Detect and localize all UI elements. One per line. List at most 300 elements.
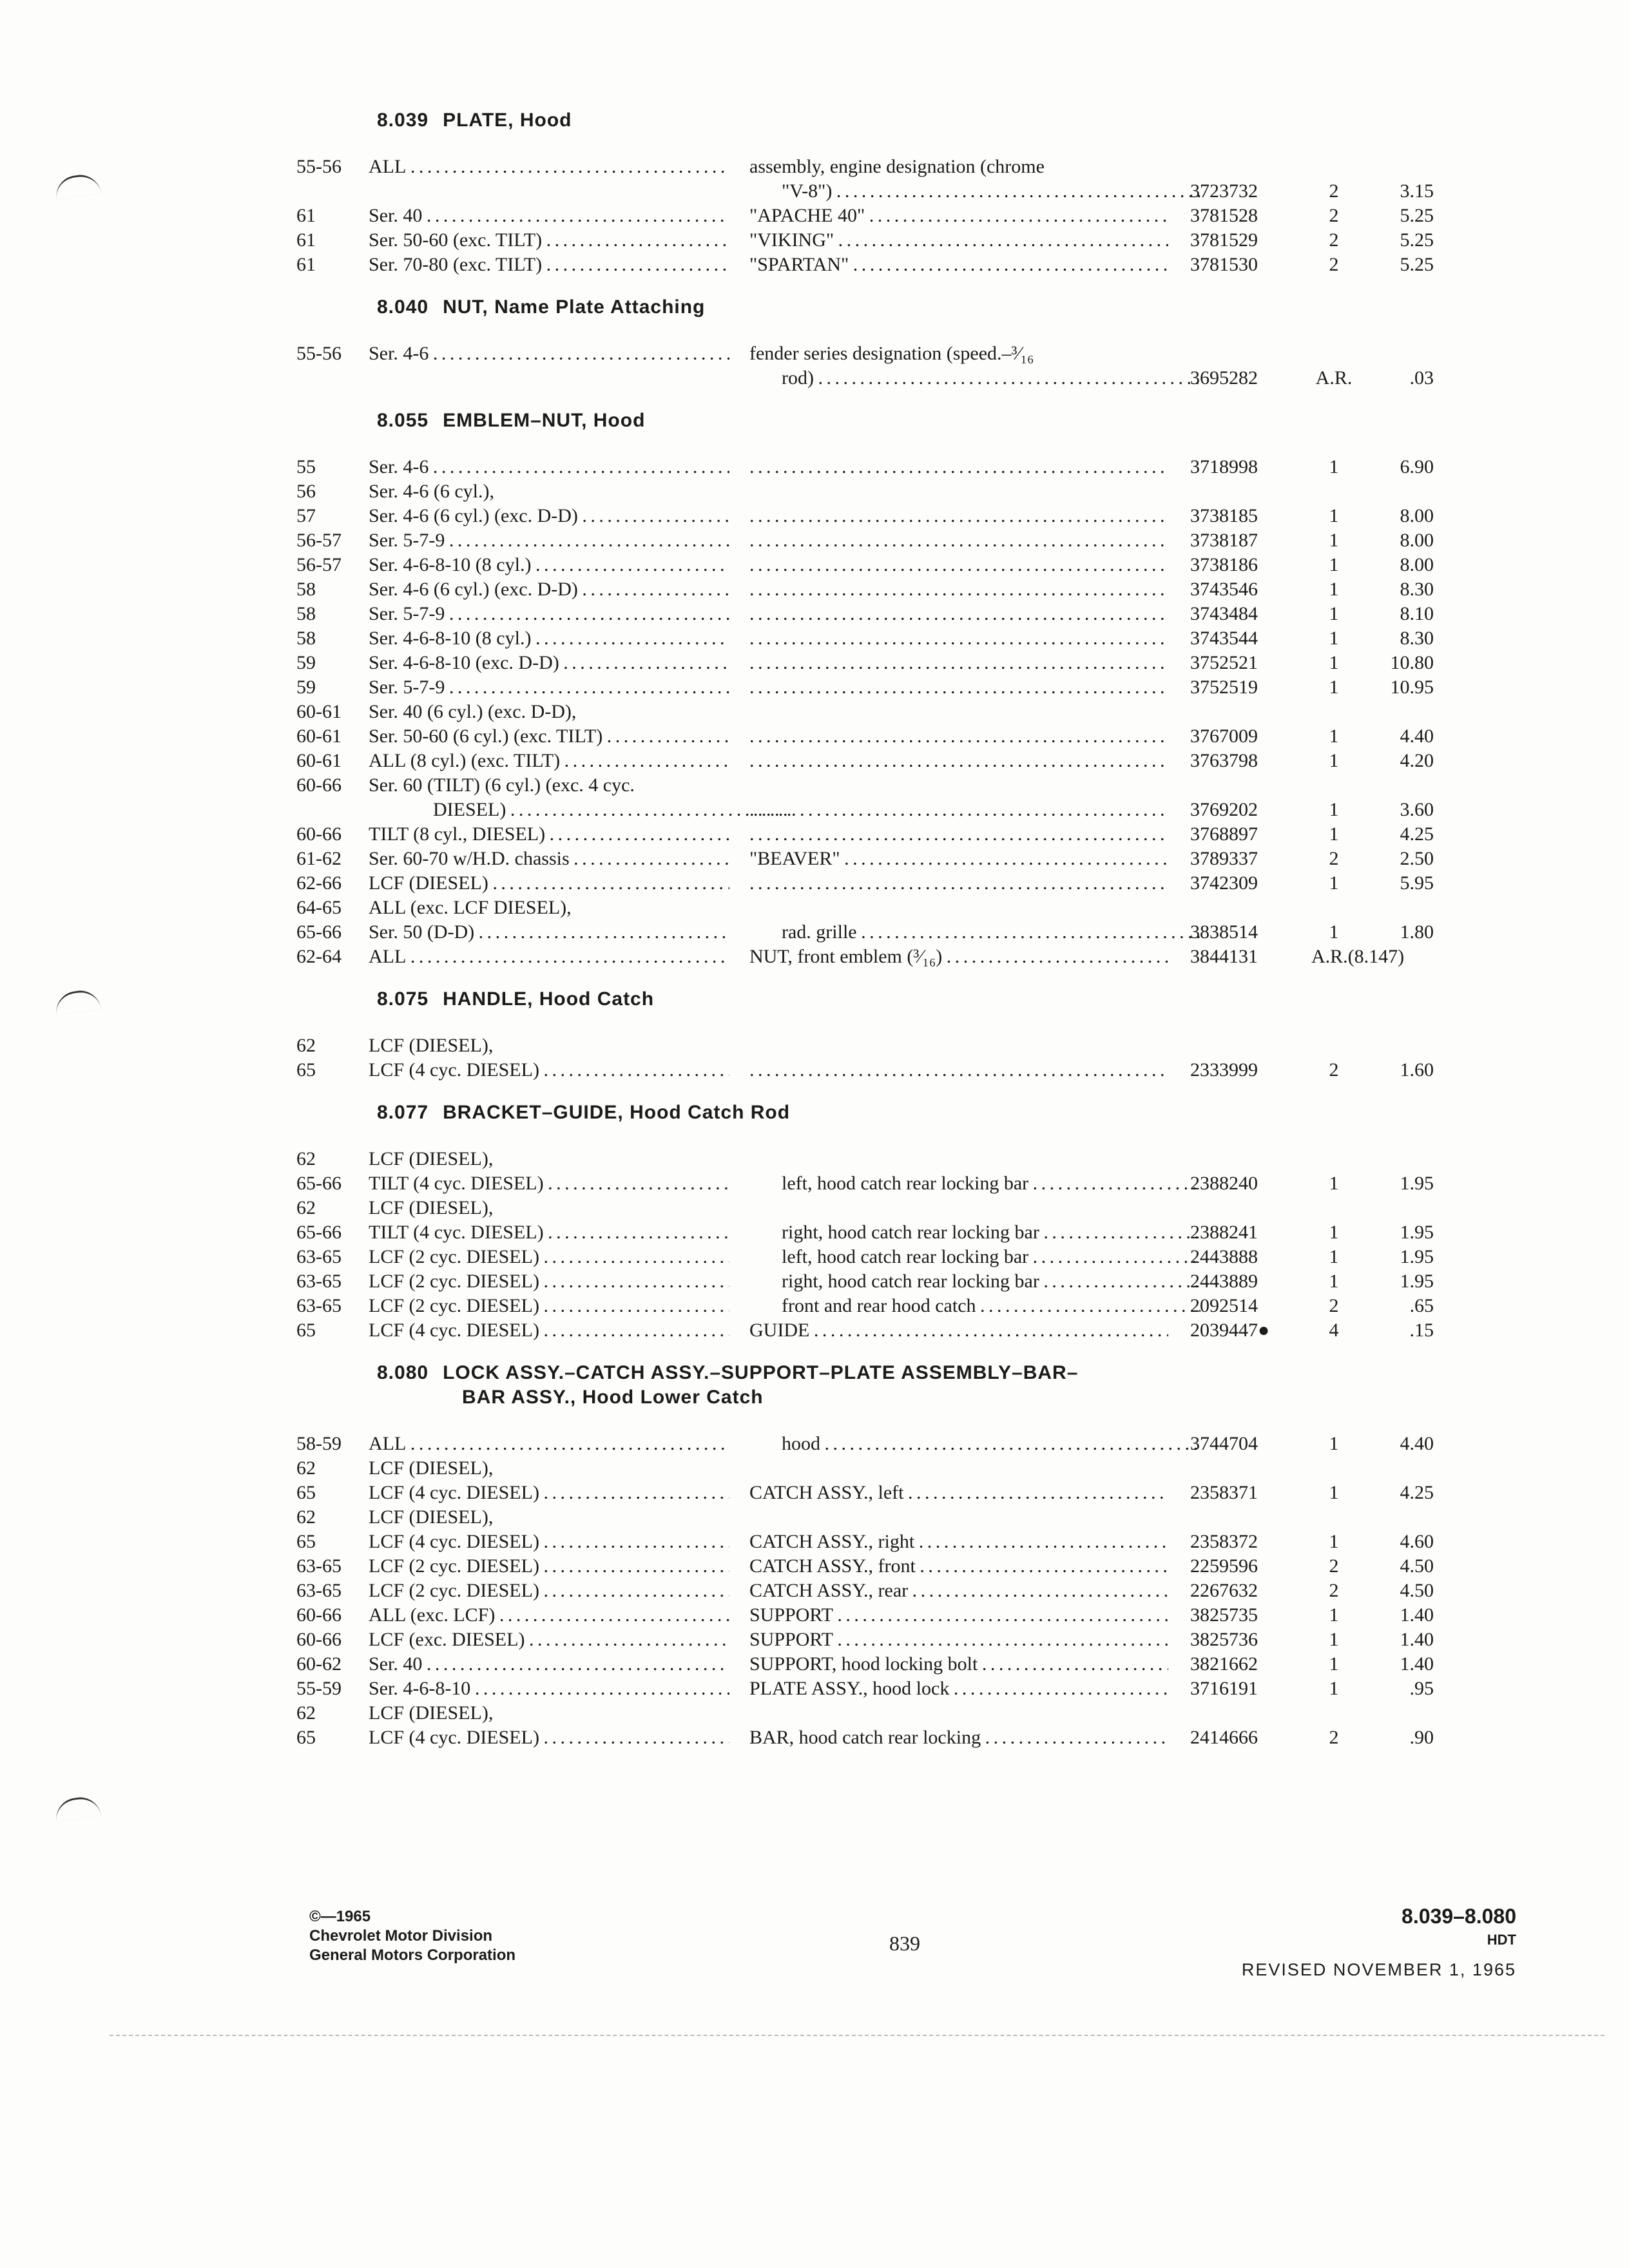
- description-text: "APACHE 40": [749, 205, 865, 226]
- part-row: [0, 155, 1629, 179]
- part-number-text: 3789337: [1190, 848, 1258, 869]
- application: [369, 896, 729, 920]
- part-number: [1190, 920, 1300, 945]
- section-name: BRACKET–GUIDE, Hood Catch Rod: [443, 1102, 791, 1123]
- application-text: Ser. 4-6 (6 cyl.) (exc. D-D): [369, 505, 578, 526]
- model-years: [296, 1245, 374, 1269]
- model-years: [296, 1058, 374, 1082]
- model-years-text: 60-66: [296, 1604, 342, 1626]
- description-text: NUT, front emblem (³⁄₁₆): [749, 946, 943, 967]
- price-text: .15: [1409, 1320, 1434, 1341]
- application-text: LCF (DIESEL),: [369, 1148, 494, 1169]
- price: [1366, 798, 1434, 822]
- part-number: [1190, 871, 1300, 896]
- application-text: Ser. 40 (6 cyl.) (exc. D-D),: [369, 701, 577, 722]
- part-row: [0, 1245, 1629, 1269]
- part-number: [1190, 228, 1300, 253]
- application-text: LCF (4 cyc. DIESEL): [369, 1320, 539, 1341]
- description: [749, 253, 1168, 277]
- application-text: Ser. 4-6-8-10 (8 cyl.): [369, 554, 532, 575]
- section-number: 8.039: [377, 110, 429, 131]
- price: [1366, 253, 1434, 277]
- model-years: [296, 528, 374, 553]
- application-text: LCF (2 cyc. DIESEL): [369, 1246, 539, 1267]
- part-row: [0, 822, 1629, 847]
- quantity: [1295, 798, 1373, 822]
- model-years-text: 57: [296, 505, 316, 526]
- model-years: [296, 749, 374, 773]
- description: [749, 675, 1168, 700]
- section-title: [377, 295, 705, 320]
- model-years-text: 65: [296, 1059, 316, 1081]
- model-years: [296, 822, 374, 847]
- section-number: 8.055: [377, 410, 429, 431]
- price-text: 8.30: [1400, 628, 1434, 649]
- description-text: CATCH ASSY., right: [749, 1531, 915, 1552]
- price: [1366, 1603, 1434, 1628]
- quantity: [1295, 1652, 1373, 1677]
- application-text: ALL: [369, 946, 407, 967]
- description: [749, 1725, 1168, 1750]
- part-number: [1190, 847, 1300, 871]
- model-years: [296, 1196, 374, 1220]
- description: [749, 798, 1168, 822]
- model-years: [296, 847, 374, 871]
- model-years: [296, 1269, 374, 1294]
- application-text: Ser. 4-6 (6 cyl.) (exc. D-D): [369, 579, 578, 600]
- model-years: [296, 253, 374, 277]
- price-text: 5.25: [1400, 254, 1434, 275]
- quantity-text: 2: [1329, 848, 1339, 869]
- quantity: [1295, 577, 1373, 602]
- quantity-text: 2: [1329, 1727, 1339, 1748]
- description-text: assembly, engine designation (chrome: [749, 156, 1045, 177]
- price-text: 4.20: [1400, 750, 1434, 771]
- quantity: [1295, 1432, 1373, 1456]
- application-text: LCF (2 cyc. DIESEL): [369, 1295, 539, 1316]
- part-number: [1190, 1058, 1300, 1082]
- model-years-text: 60-66: [296, 823, 342, 845]
- application: [369, 504, 729, 528]
- application-text: ALL (8 cyl.) (exc. TILT): [369, 750, 561, 771]
- quantity-text: A.R.: [1315, 367, 1353, 389]
- quantity-text: 4: [1329, 1320, 1339, 1341]
- price-text: 8.00: [1400, 530, 1434, 551]
- price-text: 5.95: [1400, 872, 1434, 894]
- application: [369, 651, 729, 675]
- part-number: [1190, 1579, 1300, 1603]
- model-years: [296, 1530, 374, 1554]
- application-text: Ser. 4-6-8-10 (exc. D-D): [369, 652, 559, 673]
- quantity: [1295, 602, 1373, 626]
- part-number: [1190, 1554, 1300, 1579]
- quantity: [1295, 1554, 1373, 1579]
- application: [369, 920, 729, 945]
- model-years: [296, 626, 374, 651]
- model-years: [296, 553, 374, 577]
- model-years-text: 60-61: [296, 701, 342, 722]
- application: [369, 577, 729, 602]
- application-text: LCF (exc. DIESEL): [369, 1629, 525, 1650]
- part-number-text: 2039447●: [1190, 1320, 1270, 1341]
- description-text: "VIKING": [749, 229, 834, 251]
- application-text: Ser. 40: [369, 1653, 423, 1675]
- price: [1366, 1554, 1434, 1579]
- description-text: CATCH ASSY., left: [749, 1482, 904, 1503]
- model-years-text: 59: [296, 677, 316, 698]
- page-number: 839: [889, 1932, 920, 1955]
- application-text: LCF (DIESEL),: [369, 1035, 494, 1056]
- application-text: LCF (4 cyc. DIESEL): [369, 1482, 539, 1503]
- application-text: ALL: [369, 1433, 407, 1454]
- part-number: [1190, 1725, 1300, 1750]
- application-text: ALL: [369, 156, 407, 177]
- application: [369, 228, 729, 253]
- part-row: [0, 1220, 1629, 1245]
- part-number: [1190, 798, 1300, 822]
- model-years: [296, 228, 374, 253]
- price-text: 4.25: [1400, 1482, 1434, 1503]
- model-years: [296, 155, 374, 179]
- model-years-text: 63-65: [296, 1555, 342, 1577]
- part-number-text: 3742309: [1190, 872, 1258, 894]
- model-years-text: 60-66: [296, 1629, 342, 1650]
- model-years: [296, 1033, 374, 1058]
- application: [369, 1245, 729, 1269]
- quantity: [1295, 1725, 1373, 1750]
- model-years: [296, 1603, 374, 1628]
- application: [369, 749, 729, 773]
- part-row: [0, 577, 1629, 602]
- model-years-text: 55: [296, 456, 316, 477]
- model-years-text: 55-59: [296, 1678, 342, 1699]
- part-number-text: 2414666: [1190, 1727, 1258, 1748]
- model-years-text: 65-66: [296, 1173, 342, 1194]
- part-row: [0, 1196, 1629, 1220]
- part-row: [0, 1603, 1629, 1628]
- model-years-text: 62: [296, 1506, 316, 1528]
- part-number: [1190, 651, 1300, 675]
- part-row: [0, 920, 1629, 945]
- model-years-text: 55-56: [296, 156, 342, 177]
- model-years-text: 55-56: [296, 343, 342, 364]
- part-number-text: 3821662: [1190, 1653, 1258, 1675]
- price: [1366, 504, 1434, 528]
- quantity-text: 2: [1329, 1295, 1339, 1316]
- part-number: [1190, 366, 1300, 390]
- price: [1366, 1171, 1434, 1196]
- model-years: [296, 1220, 374, 1245]
- description-text: SUPPORT: [749, 1629, 833, 1650]
- model-years-text: 61: [296, 254, 316, 275]
- quantity: [1295, 822, 1373, 847]
- section-range-block: [1242, 1903, 1516, 1984]
- part-number-text: 3695282: [1190, 367, 1258, 389]
- quantity-text: 1: [1329, 1271, 1339, 1292]
- catalog-code: HDT: [1487, 1932, 1516, 1948]
- description: [749, 577, 1168, 602]
- description: [782, 1269, 1200, 1294]
- corporation: General Motors Corporation: [309, 1946, 516, 1964]
- price-text: 4.40: [1400, 1433, 1434, 1454]
- section-title: [377, 408, 645, 433]
- part-number-text: 3844131: [1190, 946, 1258, 967]
- part-row: [0, 871, 1629, 896]
- description: [782, 179, 1200, 204]
- part-row: [0, 1628, 1629, 1652]
- model-years: [296, 1505, 374, 1530]
- price-text: 10.80: [1390, 652, 1434, 673]
- application: [369, 1294, 729, 1318]
- model-years-text: 63-65: [296, 1271, 342, 1292]
- price: [1366, 822, 1434, 847]
- price: [1366, 920, 1434, 945]
- description-text: "BEAVER": [749, 848, 840, 869]
- model-years-text: 65: [296, 1531, 316, 1552]
- part-row: [0, 1033, 1629, 1058]
- section-title: [377, 1361, 1078, 1410]
- model-years-text: 58: [296, 603, 316, 624]
- application: [369, 724, 729, 749]
- price: [1366, 1432, 1434, 1456]
- model-years-text: 58: [296, 579, 316, 600]
- part-number-text: 3763798: [1190, 750, 1258, 771]
- revision-date: REVISED NOVEMBER 1, 1965: [1241, 1960, 1516, 1979]
- description-text: SUPPORT, hood locking bolt: [749, 1653, 978, 1675]
- application: [369, 1554, 729, 1579]
- section-number: 8.075: [377, 988, 429, 1010]
- model-years: [296, 341, 374, 366]
- application: [369, 602, 729, 626]
- model-years: [296, 1725, 374, 1750]
- application-text: Ser. 5-7-9: [369, 603, 445, 624]
- description: [749, 1628, 1168, 1652]
- quantity-text: 1: [1329, 677, 1339, 698]
- description-text: hood: [782, 1433, 820, 1454]
- description-text: CATCH ASSY., rear: [749, 1580, 909, 1601]
- application: [369, 1725, 729, 1750]
- quantity: [1295, 1245, 1373, 1269]
- price-text: 4.60: [1400, 1531, 1434, 1552]
- part-row: [0, 1701, 1629, 1725]
- application-text: Ser. 4-6-8-10: [369, 1678, 471, 1699]
- quantity: [1295, 920, 1373, 945]
- price: [1366, 1530, 1434, 1554]
- model-years: [296, 896, 374, 920]
- price: [1366, 1628, 1434, 1652]
- application-text: Ser. 4-6: [369, 456, 429, 477]
- part-number: [1190, 724, 1300, 749]
- price-text: .90: [1409, 1727, 1434, 1748]
- part-number: [1190, 204, 1300, 228]
- section-number: 8.080: [377, 1362, 429, 1383]
- part-row: [0, 204, 1629, 228]
- application: [369, 1171, 729, 1196]
- price: [1366, 1294, 1434, 1318]
- application: [369, 479, 729, 504]
- part-number: [1190, 1481, 1300, 1505]
- part-row: [0, 1725, 1629, 1750]
- description-text: rod): [782, 367, 814, 389]
- quantity: [1295, 179, 1373, 204]
- part-number: [1190, 1245, 1300, 1269]
- description-text: BAR, hood catch rear locking: [749, 1727, 981, 1748]
- price: [1366, 1725, 1434, 1750]
- part-row: [0, 651, 1629, 675]
- application-text: LCF (DIESEL): [369, 872, 488, 894]
- model-years-text: 63-65: [296, 1295, 342, 1316]
- application-text: Ser. 4-6 (6 cyl.),: [369, 481, 494, 502]
- model-years: [296, 204, 374, 228]
- model-years: [296, 1171, 374, 1196]
- model-years-text: 62-64: [296, 946, 342, 967]
- price: [1366, 1220, 1434, 1245]
- application: [369, 155, 729, 179]
- application: [369, 847, 729, 871]
- part-number-text: 3744704: [1190, 1433, 1258, 1454]
- description: [782, 1294, 1200, 1318]
- quantity: [1295, 1058, 1373, 1082]
- quantity: [1295, 749, 1373, 773]
- application-text: Ser. 50-60 (6 cyl.) (exc. TILT): [369, 726, 603, 747]
- quantity: [1295, 553, 1373, 577]
- application: [369, 253, 729, 277]
- quantity-text: 1: [1329, 1173, 1339, 1194]
- price: [1366, 847, 1434, 871]
- part-row: [0, 528, 1629, 553]
- model-years: [296, 1628, 374, 1652]
- price-text: 1.40: [1400, 1629, 1434, 1650]
- part-row: [0, 1147, 1629, 1171]
- model-years: [296, 920, 374, 945]
- part-number: [1190, 528, 1300, 553]
- part-number-text: 2259596: [1190, 1555, 1258, 1577]
- price-text: 3.60: [1400, 799, 1434, 820]
- part-number: [1190, 1318, 1300, 1343]
- price-text: .95: [1409, 1678, 1434, 1699]
- model-years-text: 56-57: [296, 530, 342, 551]
- model-years-text: 60-66: [296, 774, 342, 796]
- model-years: [296, 577, 374, 602]
- quantity-text: 1: [1329, 726, 1339, 747]
- part-row: [0, 1530, 1629, 1554]
- model-years-text: 61: [296, 229, 316, 251]
- quantity-text: 1: [1329, 921, 1339, 943]
- description-text: right, hood catch rear locking bar: [782, 1271, 1039, 1292]
- part-number-text: 3723732: [1190, 180, 1258, 202]
- part-number: [1190, 504, 1300, 528]
- part-number: [1190, 179, 1300, 204]
- application: [369, 871, 729, 896]
- model-years-text: 61-62: [296, 848, 342, 869]
- application-text: Ser. 60-70 w/H.D. chassis: [369, 848, 570, 869]
- model-years-text: 65: [296, 1320, 316, 1341]
- part-row: [0, 749, 1629, 773]
- quantity-text: 1: [1329, 505, 1339, 526]
- part-number: [1190, 675, 1300, 700]
- part-row: [0, 504, 1629, 528]
- quantity: [1295, 1220, 1373, 1245]
- model-years-text: 59: [296, 652, 316, 673]
- description: [749, 945, 1168, 969]
- description: [749, 847, 1168, 871]
- part-number-text: 3781529: [1190, 229, 1258, 251]
- quantity: [1295, 724, 1373, 749]
- description: [749, 1652, 1168, 1677]
- section-name-continued: BAR ASSY., Hood Lower Catch: [462, 1387, 764, 1408]
- quantity: [1295, 1294, 1373, 1318]
- description-text: SUPPORT: [749, 1604, 833, 1626]
- part-number-text: 2443888: [1190, 1246, 1258, 1267]
- part-number-text: 2388240: [1190, 1173, 1258, 1194]
- application-text: LCF (4 cyc. DIESEL): [369, 1727, 539, 1748]
- section-title: [377, 1100, 790, 1125]
- model-years: [296, 1677, 374, 1701]
- quantity: [1295, 253, 1373, 277]
- description-text: PLATE ASSY., hood lock: [749, 1678, 950, 1699]
- application-text: LCF (DIESEL),: [369, 1506, 494, 1528]
- application-text: TILT (4 cyc. DIESEL): [369, 1173, 544, 1194]
- part-number: [1190, 945, 1300, 969]
- price-text: 8.10: [1400, 603, 1434, 624]
- quantity-text: 1: [1329, 823, 1339, 845]
- application: [369, 1147, 729, 1171]
- price-text: 1.95: [1400, 1246, 1434, 1267]
- model-years: [296, 1294, 374, 1318]
- description: [749, 1318, 1168, 1343]
- application: [369, 1033, 729, 1058]
- model-years-text: 60-62: [296, 1653, 342, 1675]
- model-years: [296, 1701, 374, 1725]
- description-text: "SPARTAN": [749, 254, 849, 275]
- model-years: [296, 1432, 374, 1456]
- price: [1366, 724, 1434, 749]
- price-text: 1.60: [1400, 1059, 1434, 1081]
- part-number-text: 2358372: [1190, 1531, 1258, 1552]
- model-years: [296, 1147, 374, 1171]
- model-years-text: 60-61: [296, 726, 342, 747]
- model-years-text: 63-65: [296, 1246, 342, 1267]
- part-row: [0, 1505, 1629, 1530]
- price: [1366, 602, 1434, 626]
- quantity-text: 1: [1329, 1629, 1339, 1650]
- part-row: [0, 553, 1629, 577]
- application-text: Ser. 40: [369, 205, 423, 226]
- part-number-text: 2267632: [1190, 1580, 1258, 1601]
- description-text: left, hood catch rear locking bar: [782, 1246, 1029, 1267]
- part-row: [0, 1456, 1629, 1481]
- part-number-text: 3738185: [1190, 505, 1258, 526]
- model-years: [296, 651, 374, 675]
- price: [1366, 528, 1434, 553]
- application: [369, 1058, 729, 1082]
- application-text: ALL (exc. LCF DIESEL),: [369, 897, 572, 918]
- model-years: [296, 455, 374, 479]
- quantity-text: 1: [1329, 554, 1339, 575]
- price-text: 8.30: [1400, 579, 1434, 600]
- price: [1366, 871, 1434, 896]
- application: [369, 1318, 729, 1343]
- division: Chevrolet Motor Division: [309, 1927, 493, 1945]
- part-row: [0, 1481, 1629, 1505]
- part-row: [0, 1269, 1629, 1294]
- quantity: [1295, 626, 1373, 651]
- section-name: NUT, Name Plate Attaching: [443, 296, 706, 318]
- description: [749, 1603, 1168, 1628]
- price: [1366, 366, 1434, 390]
- quantity: [1295, 1628, 1373, 1652]
- section-name: HANDLE, Hood Catch: [443, 988, 655, 1010]
